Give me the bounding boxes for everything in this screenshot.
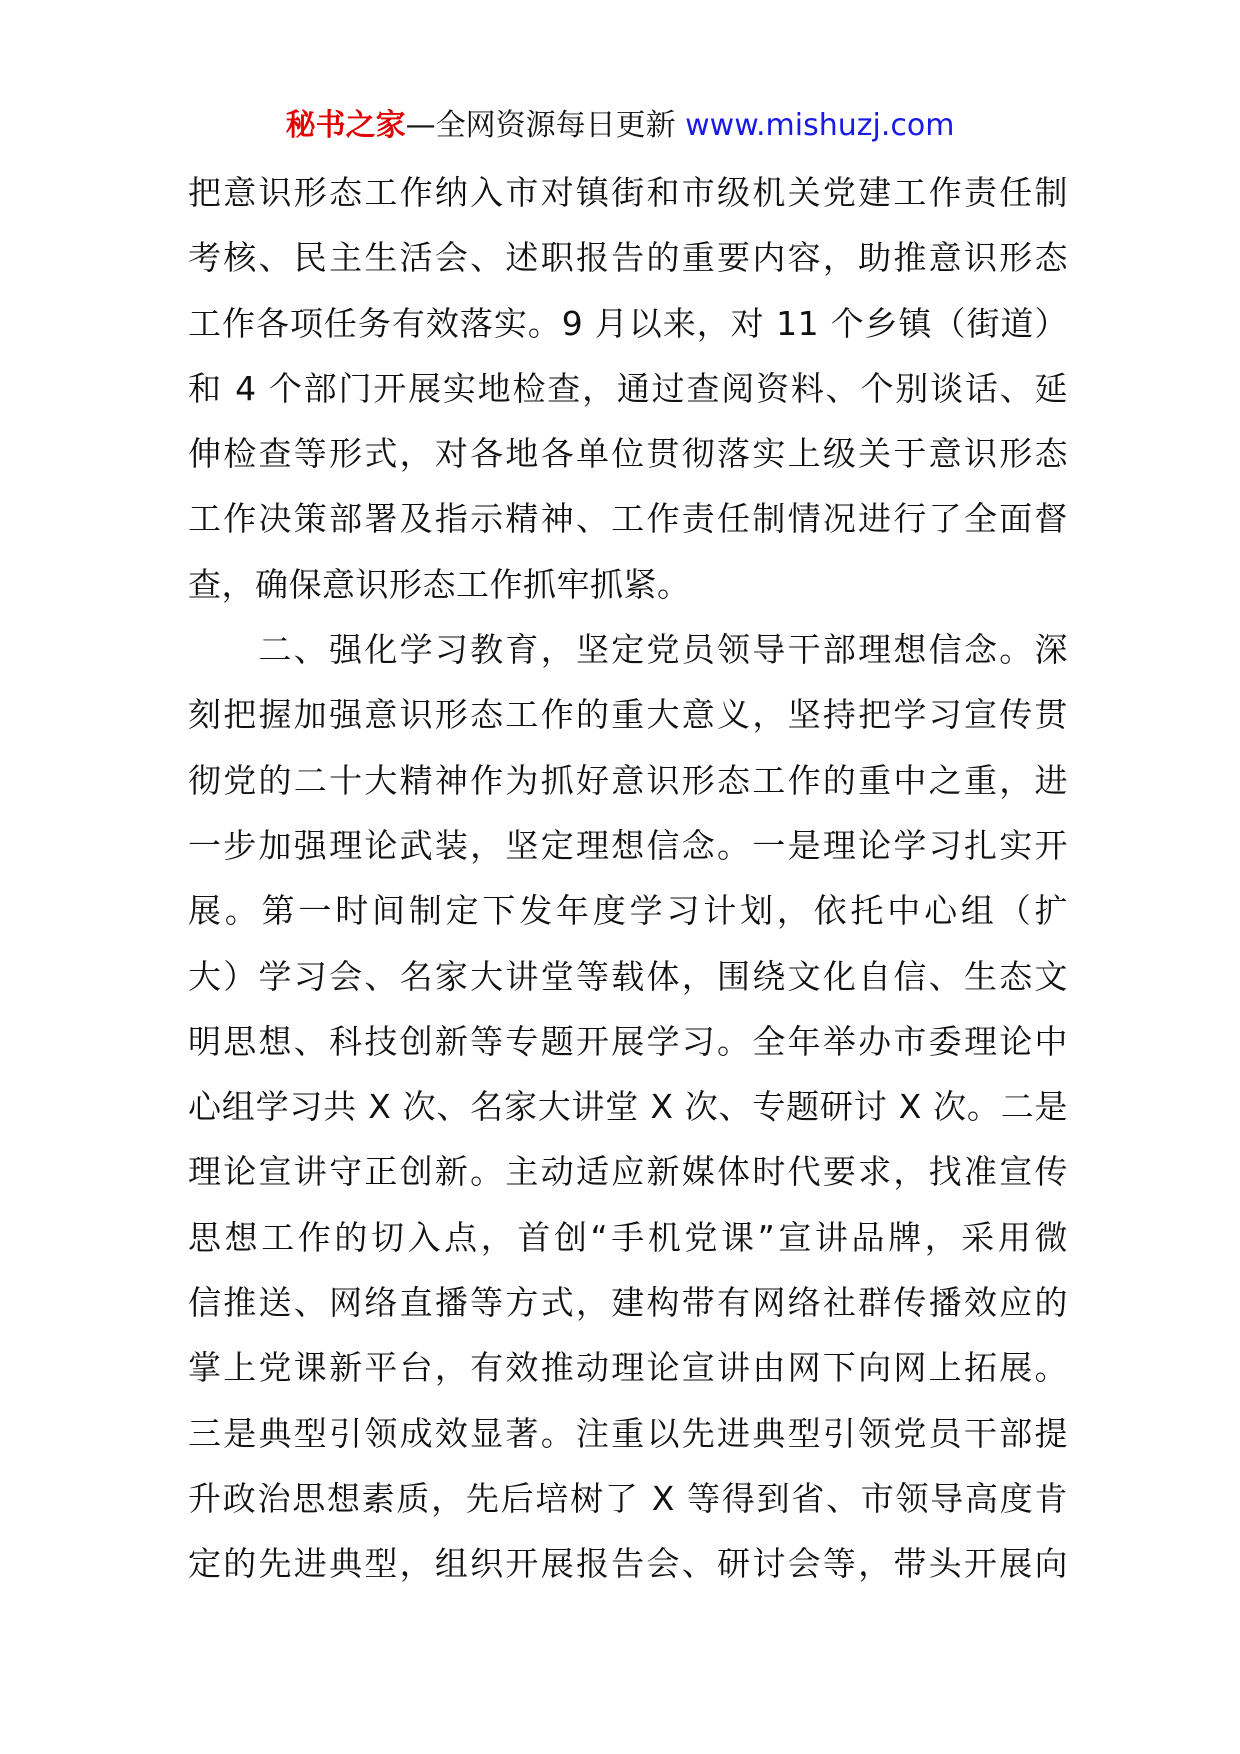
body-line: 升政治思想素质，先后培树了 X 等得到省、市领导高度肯 <box>188 1478 1068 1518</box>
body-line: 三是典型引领成效显著。注重以先进典型引领党员干部提 <box>188 1413 1068 1453</box>
page-header <box>0 98 1240 154</box>
paragraph-end-line: 查，确保意识形态工作抓牢抓紧。 <box>188 564 691 604</box>
body-line: 工作各项任务有效落实。9 月以来，对 11 个乡镇（街道） <box>188 303 1068 343</box>
document-body <box>188 160 1068 1597</box>
body-line: 彻党的二十大精神作为抓好意识形态工作的重中之重，进 <box>188 760 1068 800</box>
body-line: 工作决策部署及指示精神、工作责任制情况进行了全面督 <box>188 499 1068 539</box>
header-tagline: —全网资源每日更新 <box>405 108 686 143</box>
body-line: 把意识形态工作纳入市对镇街和市级机关党建工作责任制 <box>188 173 1068 212</box>
body-line: 展。第一时间制定下发年度学习计划，依托中心组（扩 <box>188 891 1068 931</box>
body-line: 考核、民主生活会、述职报告的重要内容，助推意识形态 <box>188 238 1068 278</box>
body-line: 信推送、网络直播等方式，建构带有网络社群传播效应的 <box>188 1283 1068 1323</box>
body-line: 思想工作的切入点，首创“手机党课”宣讲品牌，采用微 <box>188 1217 1068 1257</box>
body-line: 和 4 个部门开展实地检查，通过查阅资料、个别谈话、延 <box>188 368 1068 408</box>
site-url[interactable]: www.mishuzj.com <box>685 108 955 143</box>
body-line: 一步加强理论武装，坚定理想信念。一是理论学习扎实开 <box>188 825 1068 865</box>
body-line: 掌上党课新平台，有效推动理论宣讲由网下向网上拓展。 <box>188 1348 1068 1388</box>
section-heading-line: 二、强化学习教育，坚定党员领导干部理想信念。深 <box>188 630 1068 670</box>
brand-name: 秘书之家 <box>285 108 406 143</box>
body-line: 明思想、科技创新等专题开展学习。全年举办市委理论中 <box>188 1021 1068 1061</box>
body-line: 定的先进典型，组织开展报告会、研讨会等，带头开展向 <box>188 1544 1068 1584</box>
body-line: 刻把握加强意识形态工作的重大意义，坚持把学习宣传贯 <box>188 695 1068 735</box>
body-line: 大）学习会、名家大讲堂等载体，围绕文化自信、生态文 <box>188 956 1068 996</box>
body-line: 心组学习共 X 次、名家大讲堂 X 次、专题研讨 X 次。二是 <box>188 1087 1068 1127</box>
body-line: 理论宣讲守正创新。主动适应新媒体时代要求，找准宣传 <box>188 1152 1068 1192</box>
body-line: 伸检查等形式，对各地各单位贯彻落实上级关于意识形态 <box>188 434 1068 474</box>
